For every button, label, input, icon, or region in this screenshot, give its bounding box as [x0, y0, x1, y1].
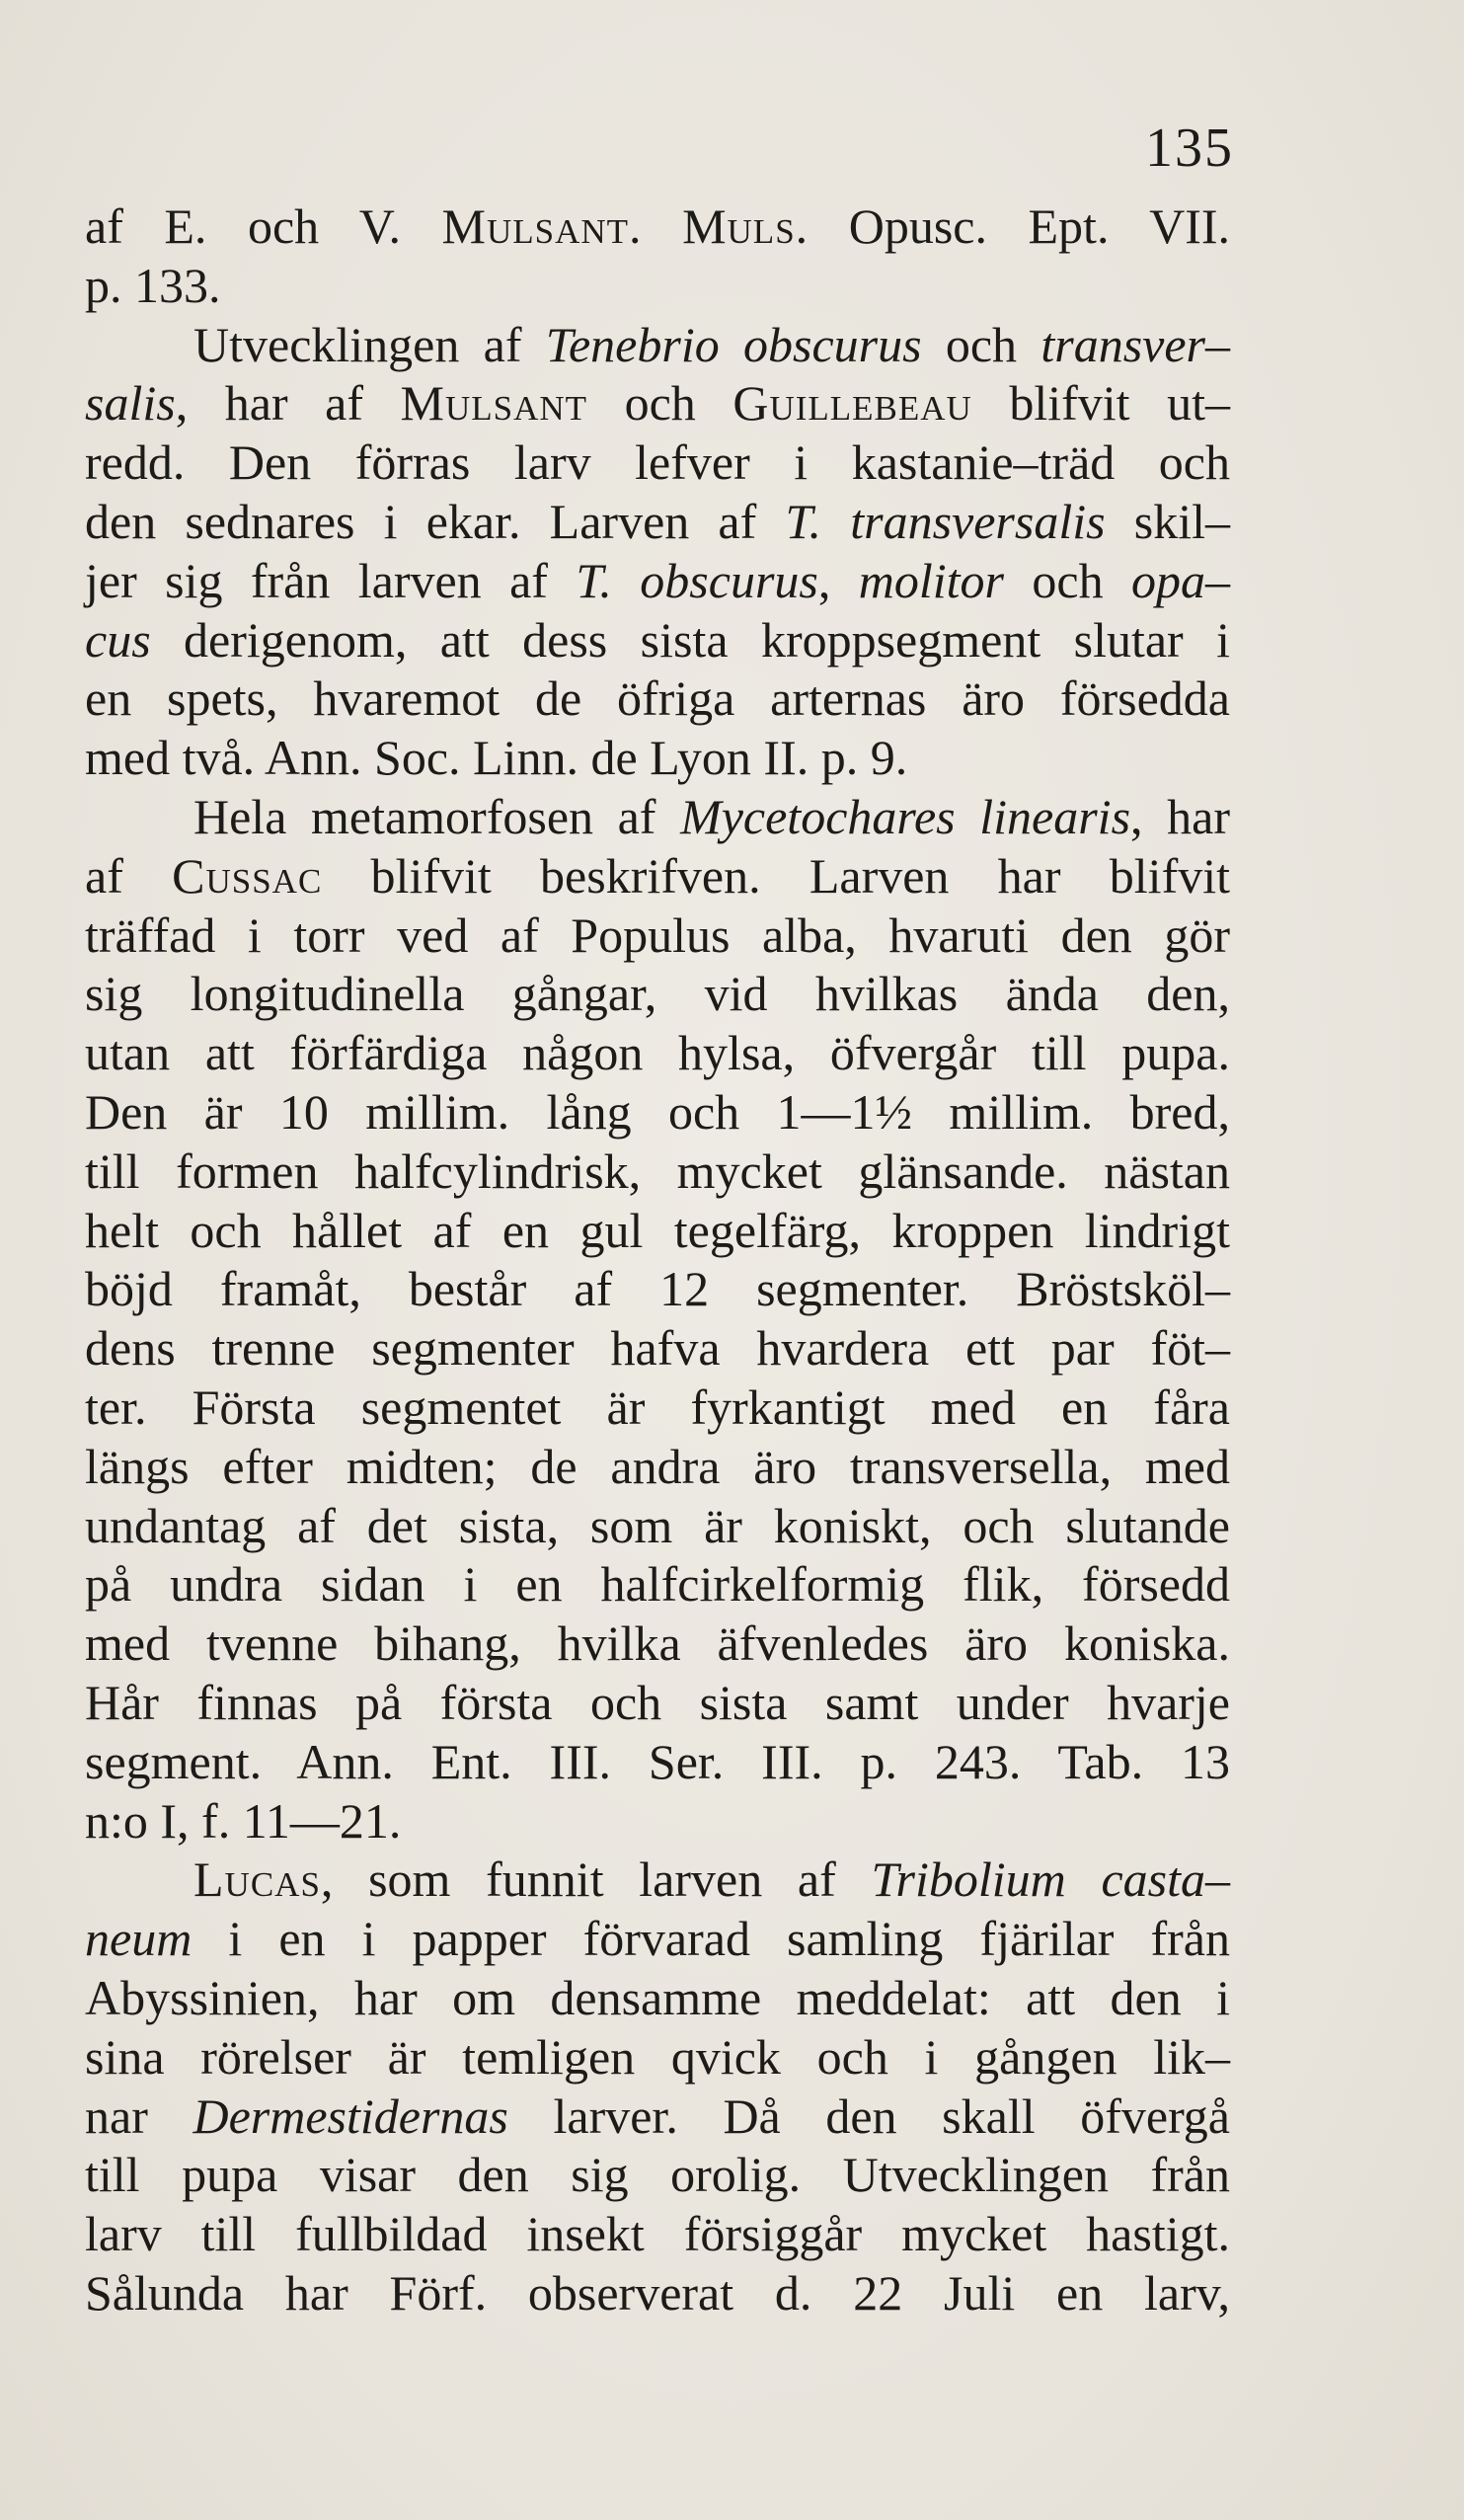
text-line: [85, 1910, 1230, 1969]
page-number: 135: [1145, 118, 1234, 179]
text-segment: larver. Då den skall öfvergå: [507, 2087, 1231, 2144]
text-segment: sina rörelser är temligen qvick och i gången lik–: [85, 2028, 1230, 2085]
text-segment: Mulsant: [400, 375, 588, 432]
text-segment: p. 133.: [85, 257, 221, 313]
text-line: [85, 1202, 1230, 1261]
text-segment: T. transversalis: [785, 493, 1106, 549]
text-line: [85, 257, 1230, 316]
text-segment: , har: [1130, 788, 1230, 844]
text-segment: sig longitudinella gångar, vid hvilkas ända den,: [85, 966, 1230, 1022]
text-line: [85, 2205, 1230, 2264]
text-line: [85, 552, 1230, 611]
text-line: [85, 1674, 1230, 1733]
text-segment: Sålunda har Förf. observerat d. 22 Juli en larv,: [85, 2264, 1230, 2321]
text-segment: af: [85, 847, 173, 904]
text-segment: ter. Första segmentet är fyrkantigt med en fåra: [85, 1378, 1230, 1435]
text-segment: med två. Ann. Soc. Linn. de Lyon II. p. 9.: [85, 730, 908, 786]
text-segment: Den är 10 millim. lång och 1—1½ millim. bred,: [85, 1083, 1230, 1140]
text-segment: till formen halfcylindrisk, mycket glänsande. nästan: [85, 1142, 1230, 1199]
text-line: [85, 1969, 1230, 2028]
text-segment: Tenebrio obscurus: [545, 316, 922, 372]
text-segment: utan att förfärdiga någon hylsa, öfvergår till pupa.: [85, 1025, 1230, 1081]
text-segment: . Opusc. Ept. VII.: [795, 198, 1230, 254]
text-segment: larv till fullbildad insekt försiggår mycket hastigt.: [85, 2206, 1230, 2262]
text-line: [85, 197, 1230, 257]
text-segment: Mycetochares linearis: [680, 788, 1131, 844]
text-line: [85, 1733, 1230, 1792]
text-line: [85, 965, 1230, 1024]
text-segment: nar: [85, 2087, 193, 2144]
text-segment: skil–: [1105, 493, 1230, 549]
text-line: [85, 788, 1230, 847]
text-line: [85, 1378, 1230, 1438]
text-segment: längs efter midten; de andra äro transversella, med: [85, 1438, 1230, 1494]
text-segment: Lucas: [193, 1851, 321, 1908]
text-segment: segment. Ann. Ent. III. Ser. III. p. 243. Tab. 13: [85, 1733, 1230, 1789]
text-line: [85, 669, 1230, 729]
text-line: [85, 1142, 1230, 1202]
text-segment: af E. och V.: [85, 198, 442, 254]
text-segment: , har af: [175, 375, 401, 432]
text-segment: helt och hållet af en gul tegelfärg, kroppen lindrigt: [85, 1202, 1230, 1258]
text-segment: Utvecklingen af: [193, 316, 546, 372]
text-line: [85, 1260, 1230, 1319]
text-segment: Hela metamorfosen af: [193, 788, 681, 844]
text-segment: dens trenne segmenter hafva hvardera ett par föt–: [85, 1320, 1230, 1377]
text-line: [85, 1555, 1230, 1614]
text-segment: i en i papper förvarad samling fjärilar från: [192, 1911, 1230, 1967]
text-line: [85, 2087, 1230, 2147]
text-segment: opa–: [1131, 552, 1230, 608]
text-segment: neum: [85, 1911, 193, 1967]
text-line: [85, 374, 1230, 433]
text-segment: .: [629, 198, 683, 254]
text-segment: Hår finnas på första och sista samt under hvarje: [85, 1674, 1230, 1730]
text-segment: träffad i torr ved af Populus alba, hvaruti den gör: [85, 906, 1230, 963]
text-segment: böjd framåt, består af 12 segmenter. Bröstsköl–: [85, 1261, 1230, 1317]
text-segment: på undra sidan i en halfcirkelformig flik, försedd: [85, 1556, 1230, 1613]
text-segment: salis: [85, 375, 176, 432]
text-segment: och: [1004, 552, 1131, 608]
text-segment: derigenom, att dess sista kroppsegment slutar i: [150, 611, 1230, 668]
text-segment: Mulsant: [441, 198, 630, 254]
text-line: [85, 1024, 1230, 1083]
text-segment: T. obscurus: [576, 552, 818, 608]
text-segment: , som funnit larven af: [320, 1851, 872, 1908]
text-segment: och: [921, 316, 1041, 372]
text-segment: Muls: [682, 198, 796, 254]
text-line: [85, 2028, 1230, 2087]
text-line: [85, 1438, 1230, 1497]
text-segment: ,: [817, 552, 859, 608]
text-line: [85, 611, 1230, 670]
text-segment: med tvenne bihang, hvilka äfvenledes äro koniska.: [85, 1615, 1230, 1672]
text-line: [85, 1614, 1230, 1674]
text-segment: Dermestidernas: [193, 2087, 508, 2144]
text-segment: Guillebeau: [732, 375, 972, 432]
text-line: [85, 1083, 1230, 1142]
text-segment: Cussac: [172, 847, 323, 904]
text-segment: Tribolium casta–: [871, 1851, 1230, 1908]
text-line: [85, 847, 1230, 906]
text-segment: redd. Den förras larv lefver i kastanie–träd och: [85, 434, 1230, 491]
text-line: [85, 729, 1230, 788]
text-line: [85, 1497, 1230, 1556]
text-segment: cus: [85, 611, 151, 668]
text-line: [85, 2264, 1230, 2323]
text-line: [85, 2146, 1230, 2205]
text-line: [85, 1851, 1230, 1910]
text-segment: undantag af det sista, som är koniskt, och slutande: [85, 1497, 1230, 1553]
text-segment: en spets, hvaremot de öfriga arternas äro försedda: [85, 670, 1230, 727]
text-line: [85, 906, 1230, 966]
text-segment: till pupa visar den sig orolig. Utvecklingen från: [85, 2147, 1230, 2203]
body-text: [85, 197, 1230, 2323]
text-segment: transver–: [1040, 316, 1230, 372]
text-line: [85, 316, 1230, 375]
text-segment: blifvit ut–: [971, 375, 1231, 432]
text-segment: Abyssinien, har om densamme meddelat: att den i: [85, 1969, 1230, 2025]
text-segment: den sednares i ekar. Larven af: [85, 493, 786, 549]
text-line: [85, 493, 1230, 552]
text-segment: n:o I, f. 11—21.: [85, 1792, 402, 1849]
text-segment: jer sig från larven af: [85, 552, 577, 608]
text-segment: blifvit beskrifven. Larven har blifvit: [322, 847, 1231, 904]
text-line: [85, 1792, 1230, 1851]
text-segment: och: [587, 375, 733, 432]
text-segment: molitor: [858, 552, 1005, 608]
text-line: [85, 433, 1230, 493]
text-line: [85, 1319, 1230, 1378]
